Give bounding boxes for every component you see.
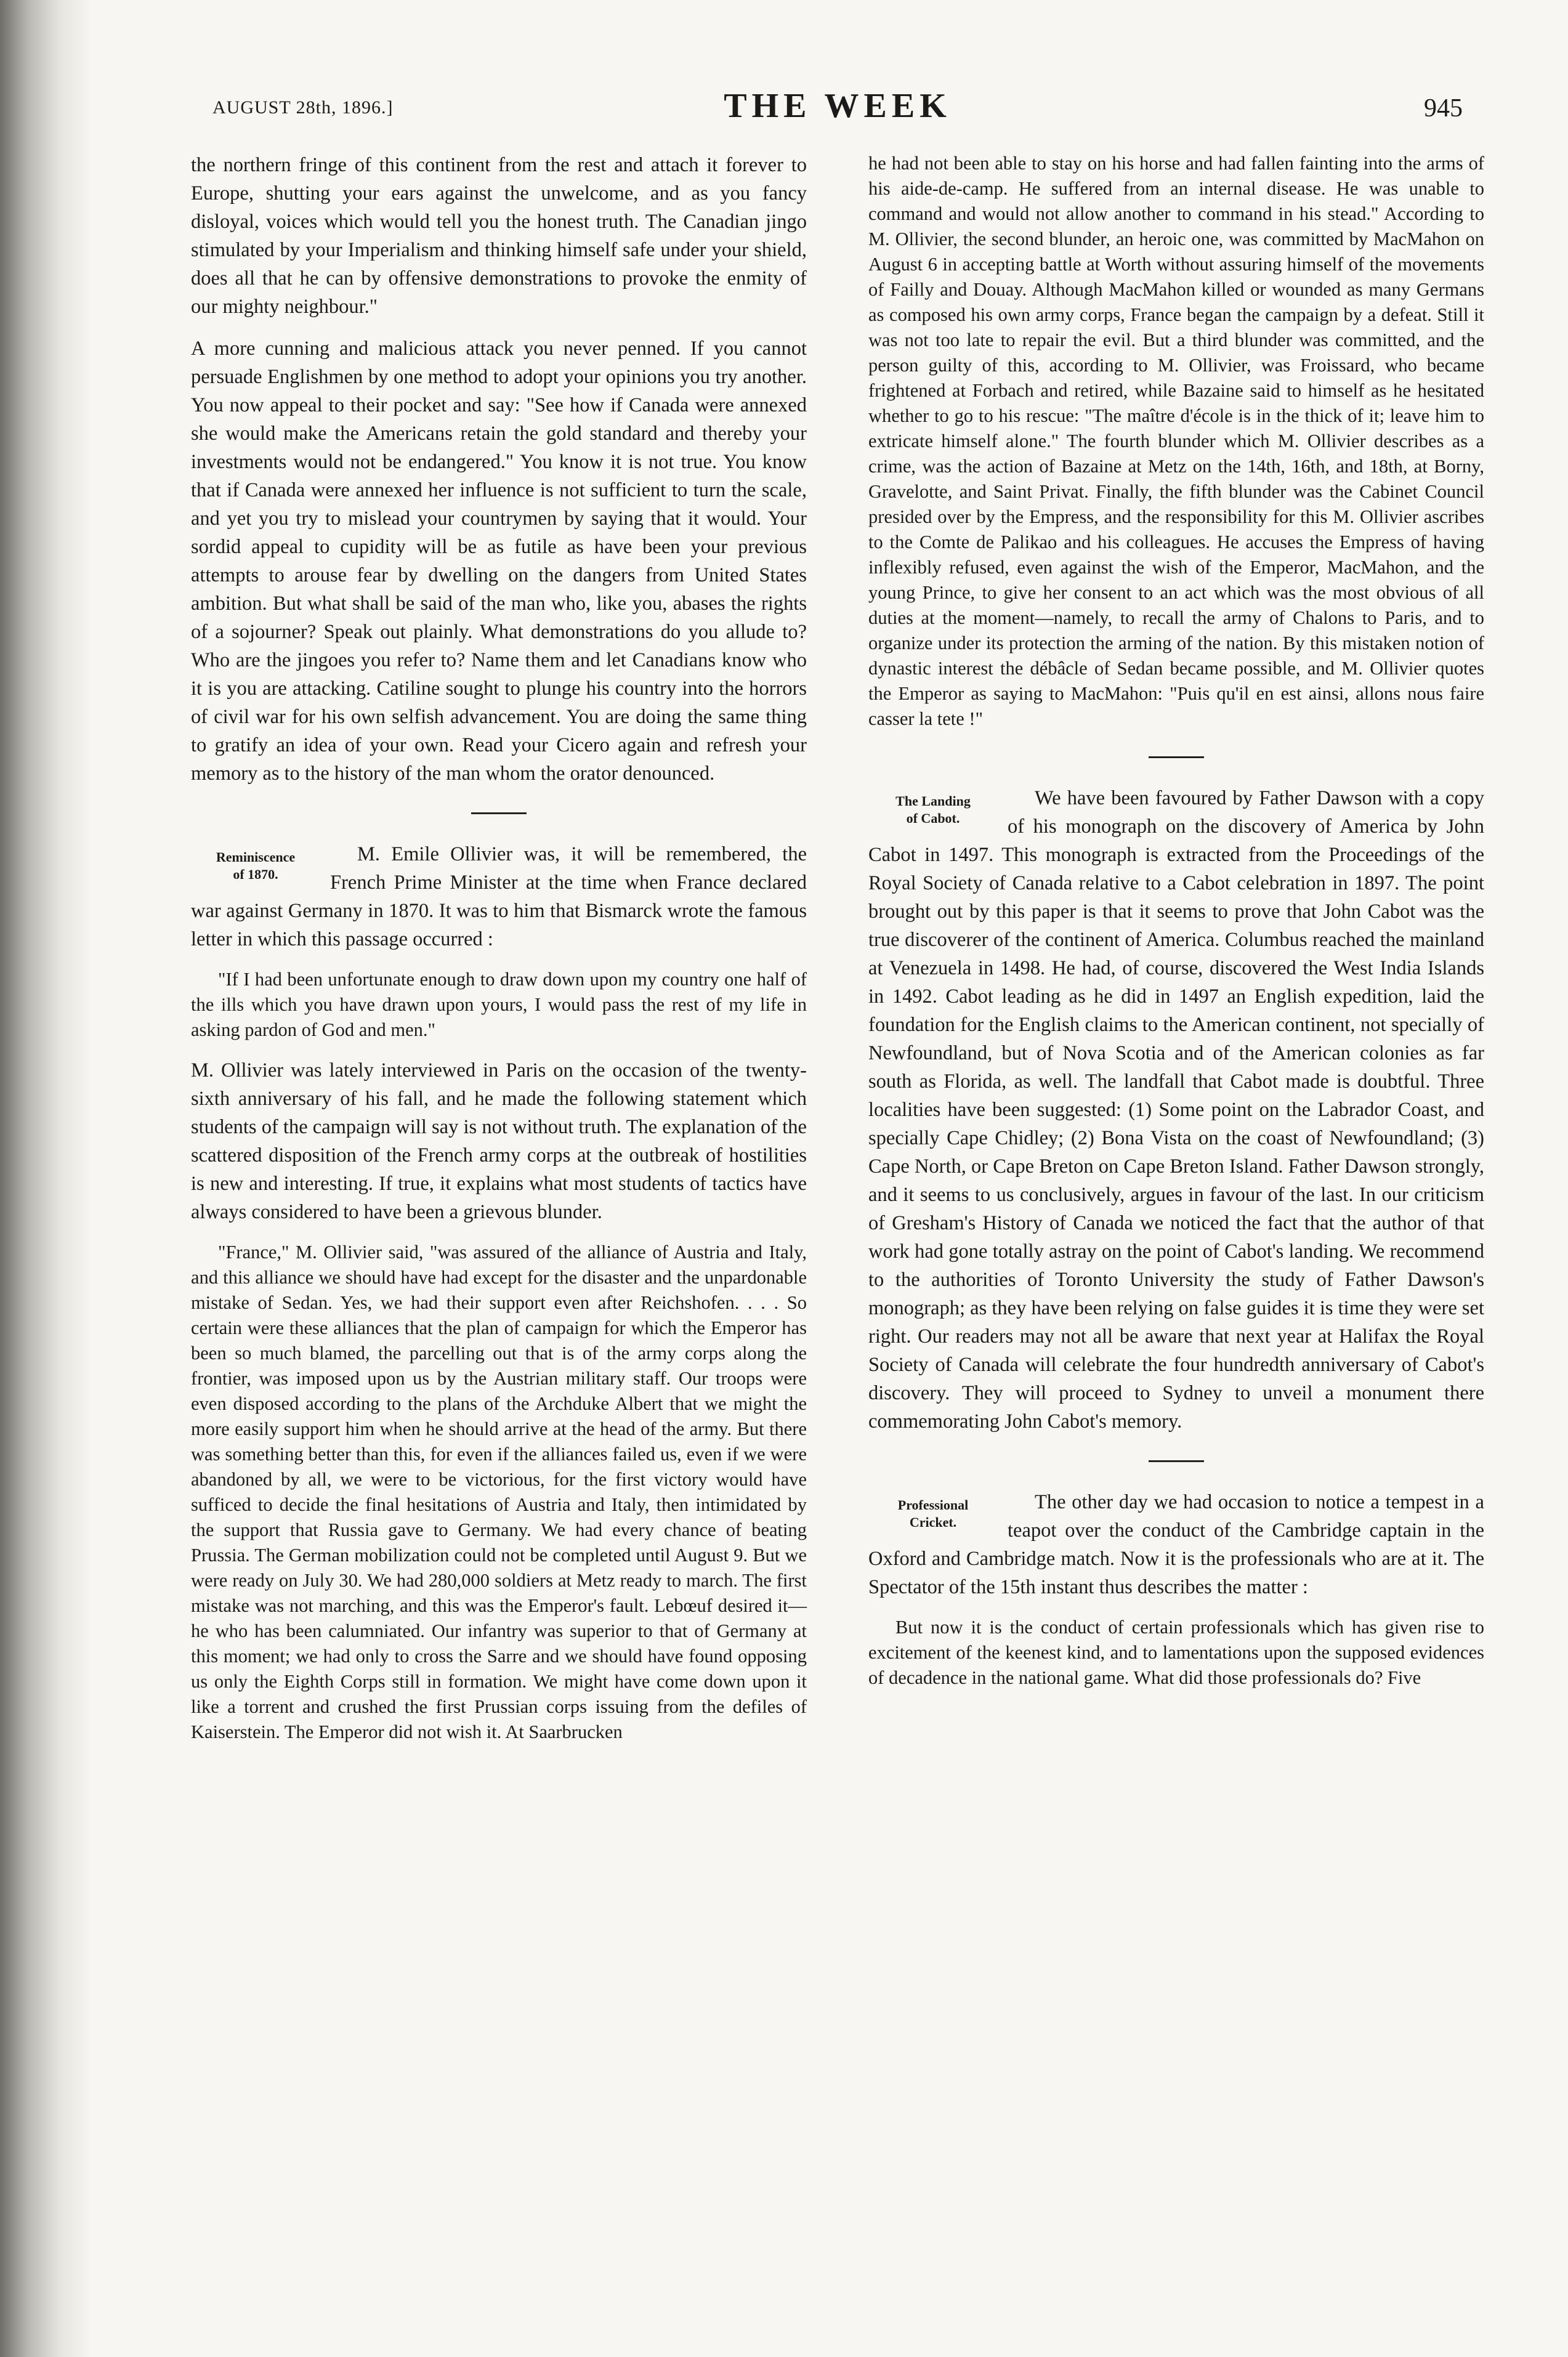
letter-continuation: the northern fringe of this continent from the rest and attach it forever to Europe, shutting your ears against the unwelcome, and as you fancy disloyal, voices which would tell you the honest truth. The Canadian jingo stimulated by your Imperialism and thinking himself safe under your shield, does all that he can by offensive demonstrations to provoke the enmity of our mighty neighbour." (191, 154, 807, 318)
section-divider (1149, 1460, 1204, 1462)
spectator-quote: But now it is the conduct of certain professionals which has given rise to excitement of the keenest kind, and to lamentations upon the supposed evidences of decadence in the national game. What did those professionals do? Five (868, 1617, 1484, 1688)
publication-title: THE WEEK (724, 87, 952, 125)
letter-attack-paragraph: A more cunning and malicious attack you never penned. If you cannot persuade Englishmen by one method to adopt your opinions you try another. You now appeal to their pocket and say: "See how if Canada were annexed she would make the Americans retain the gold standard and thereby your investments would not be endangered." You know it is not true. You know that if Canada were annexed her influence is not sufficient to turn the scale, and yet you try to mislead your countrymen by saying that it would. Your sordid appeal to cupidity will be as futile as have been your previous attempts to arouse fear by dwelling on the dangers from United States ambition. But what shall be said of the man who, like you, abases the rights of a sojourner? Speak out plainly. What demonstrations do you allude to? Who are the jingoes you refer to? Name them and let Canadians know who it is you are attacking. Catiline sought to plunge his country into the horrors of civil war for his own selfish advancement. You are doing the same thing to gratify an idea of your own. Read your Cicero again and refresh your memory as to the history of the man whom the orator denounced. (191, 338, 807, 785)
sidehead-line: Cricket. (909, 1514, 957, 1530)
section-divider (1149, 756, 1204, 758)
bismarck-quote: "If I had been unfortunate enough to draw down upon my country one half of the ills which you have drawn upon yours, I would pass the rest of my life in asking pardon of God and men." (191, 969, 807, 1040)
sidehead-cabot (868, 793, 998, 827)
sidehead-reminiscence (191, 849, 320, 883)
page-number: 945 (1424, 94, 1463, 123)
reminiscence-interview: M. Ollivier was lately interviewed in Paris on the occasion of the twenty-sixth anniversary of his fall, and he made the following statement which students of the campaign will say is not without truth. The explanation of the scattered disposition of the French army corps at the outbreak of hostilities is new and interesting. If true, it explains what most students of tactics have always considered to have been a grievous blunder. (191, 1059, 807, 1223)
section-divider (471, 812, 527, 814)
reminiscence-intro: M. Emile Ollivier was, it will be remembered, the French Prime Minister at the time when France declared war against Germany in 1870. It was to him that Bismarck wrote the famous letter in which this passage occurred : (191, 843, 807, 950)
sidehead-cricket (868, 1497, 998, 1531)
header-date: AUGUST 28th, 1896.] (212, 97, 394, 118)
section-cricket (868, 1488, 1484, 1691)
sidehead-line: Professional (897, 1497, 969, 1513)
cricket-body: The other day we had occasion to notice a tempest in a teapot over the conduct of the Cambridge captain in the Oxford and Cambridge match. Now it is the professionals who are at it. The Spectator of the 15th instant thus describes the matter : (868, 1491, 1484, 1598)
section-reminiscence (191, 840, 807, 1745)
section-cabot (868, 784, 1484, 1436)
cabot-body: We have been favoured by Father Dawson with a copy of his monograph on the discovery of America by John Cabot in 1497. This monograph is extracted from the Proceedings of the Royal Society of Canada relative to a Cabot celebration in 1897. The point brought out by this paper is that it seems to prove that John Cabot was the true discoverer of the continent of America. Columbus reached the mainland at Venezuela in 1498. He had, of course, discovered the West India Islands in 1492. Cabot leading as he did in 1497 an English expedition, laid the foundation for the English claims to the American continent, not specially of Newfoundland, but of Nova Scotia and of the American colonies as far south as Florida, as well. The landfall that Cabot made is doubtful. Three localities have been suggested: (1) Some point on the Labrador Coast, and specially Cape Chidley; (2) Bona Vista on the coast of Newfoundland; (3) Cape North, or Cape Breton on Cape Breton Island. Father Dawson strongly, and it seems to us conclusively, argues in favour of the last. In our criticism of Gresham's History of Canada we noticed the fact that the author of that work had gone totally astray on the point of Cabot's landing. We recommend to the authorities of Toronto University the study of Father Dawson's monograph; as they have been relying on false guides it is time they were set right. Our readers may not all be aware that next year at Halifax the Royal Society of Canada will celebrate the four hundredth anniversary of Cabot's discovery. They will proceed to Sydney to unveil a monument there commemorating John Cabot's memory. (868, 787, 1484, 1433)
sidehead-line: of 1870. (233, 867, 278, 882)
page-gutter-shadow (0, 0, 92, 2357)
ollivier-statement: "France," M. Ollivier said, "was assured of the alliance of Austria and Italy, and this alliance we should have had except for the disaster and the unpardonable mistake of Sedan. Yes, we had their support even after Reichshofen. . . . So certain were these alliances that the plan of campaign for which the Emperor has been so much blamed, the parcelling out that is of the army corps along the frontier, was imposed upon us by the Austrian military staff. Our troops were even disposed according to the plans of the Archduke Albert that we might the more easily support him when he should arrive at the head of the army. But there was something better than this, for even if the alliances failed us, even if we were abandoned by all, we were to be victorious, for the first victory would have sufficed to decide the final hesitations of Austria and Italy, then intimidated by the support that Russia gave to Germany. We had every chance of beating Prussia. The German mobilization could not be completed until August 9. But we were ready on July 30. We had 280,000 soldiers at Metz ready to march. The first mistake was not marching, and this was the Emperor's fault. Lebœuf desired it—he who has been calumniated. Our infantry was superior to that of Germany at this moment; we had only to cross the Sarre and we should have found opposing us only the Eighth Corps still in formation. We might have come down upon it like a torrent and crushed the first Prussian corps issuing from the defiles of Kaiserstein. The Emperor did not wish it. At Saarbrucken (191, 1242, 807, 1742)
right-column (868, 151, 1484, 1704)
left-column (191, 151, 807, 1758)
ollivier-statement-continued: he had not been able to stay on his horse and had fallen fainting into the arms of his aide-de-camp. He suffered from an internal disease. He was unable to command and would not allow another to command in his stead." According to M. Ollivier, the second blunder, an heroic one, was committed by MacMahon on August 6 in accepting battle at Worth without assuring himself of the movements of Failly and Douay. Although MacMahon killed or wounded as many Germans as composed his own army corps, France began the campaign by a defeat. Still it was not too late to repair the evil. But a third blunder was committed, and the person guilty of this, according to M. Ollivier, was Froissard, who became frightened at Forbach and retired, while Bazaine said to himself as he hesitated whether to go to his rescue: "The maître d'école is in the thick of it; leave him to extricate himself alone." The fourth blunder which M. Ollivier describes as a crime, was the action of Bazaine at Metz on the 14th, 16th, and 18th, at Borny, Gravelotte, and Saint Privat. Finally, the fifth blunder was the Cabinet Council presided over by the Empress, and the responsibility for this M. Ollivier ascribes to the Comte de Palikao and his colleagues. He accuses the Empress of having inflexibly refused, even against the wish of the Emperor, MacMahon, and the young Prince, to give her consent to an act which was the most obvious of all duties at the moment—namely, to recall the army of Chalons to Paris, and to organize under its protection the arming of the nation. By this mistaken notion of dynastic interest the débâcle of Sedan became possible, and M. Ollivier quotes the Emperor as saying to MacMahon: "Puis qu'il en est ainsi, allons nous faire casser la tete !" (868, 153, 1484, 729)
sidehead-line: The Landing (895, 793, 971, 809)
sidehead-line: of Cabot. (906, 811, 960, 826)
page-header (212, 86, 1463, 135)
sidehead-line: Reminiscence (216, 849, 296, 865)
